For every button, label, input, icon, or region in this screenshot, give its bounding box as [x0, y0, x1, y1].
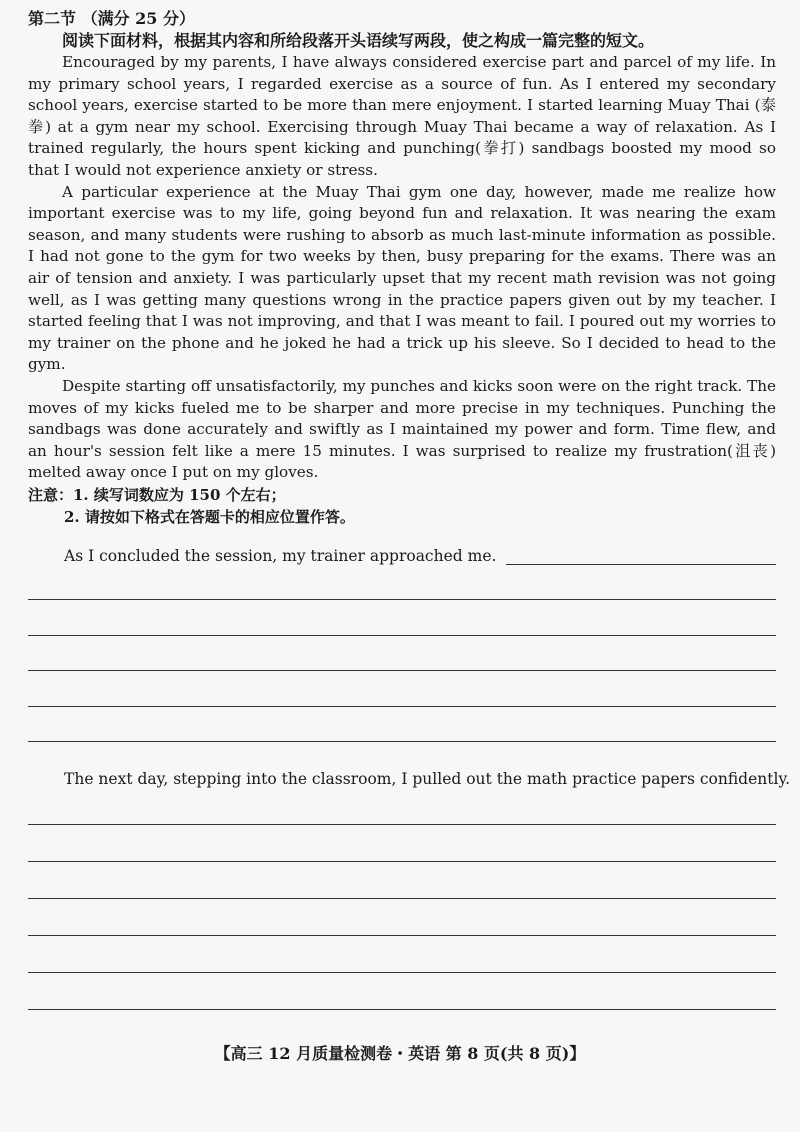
note-format: 2. 请按如下格式在答题卡的相应位置作答。 — [64, 507, 355, 526]
passage-paragraph-2: A particular experience at the Muay Thai gym one day, however, made me realize how important exercise was to my life, going beyond fun and relaxation. It was nearing the exam season, and many students were rushing to absorb as much last-minute information as possible. I had not gone to the gym for two weeks by then, busy preparing for the exams. There was an air of tension and anxiety. I was particularly upset that my recent math revision was not going well, as I was getting many questions wrong in the practice papers given out by my teacher. I started feeling that I was not improving, and that I was meant to fail. I poured out my worries to my trainer on the phone and he joked he had a trick up his sleeve. So I decided to head to the gym. — [28, 182, 776, 374]
passage-paragraph-3: Despite starting off unsatisfactorily, my punches and kicks soon were on the right track. The moves of my kicks fueled me to be sharper and more precise in my techniques. Punching the sandbags was done accurately and swiftly as I maintained my power and form. Time flew, and an hour's session felt like a mere 15 minutes. I was surprised to realize my frustration(沮丧) melted away once I put on my gloves. — [28, 376, 776, 482]
first-prompt-row — [28, 546, 776, 565]
passage-paragraph-1: Encouraged by my parents, I have always considered exercise part and parcel of my life. In my primary school years, I regarded exercise as a source of fun. As I entered my secondary school years, exercise started to be more than mere enjoyment. I started learning Muay Thai (泰拳) at a gym near my school. Exercising through Muay Thai became a way of relaxation. As I trained regularly, the hours spent kicking and punching(拳打) sandbags boosted my mood so that I would not experience anxiety or stress. — [28, 53, 776, 179]
exam-page — [28, 8, 791, 1010]
answer-line[interactable] — [28, 936, 776, 973]
first-answer-area — [28, 565, 776, 743]
instruction-text: 阅读下面材料，根据其内容和所给段落开头语续写两段，使之构成一篇完整的短文。 — [62, 31, 655, 50]
answer-line[interactable] — [28, 565, 776, 601]
answer-line[interactable] — [28, 600, 776, 636]
answer-line[interactable] — [28, 636, 776, 672]
first-paragraph-opener: As I concluded the session, my trainer approached me. — [64, 546, 497, 565]
answer-line[interactable] — [506, 546, 776, 565]
answer-line[interactable] — [28, 707, 776, 743]
answer-line[interactable] — [28, 825, 776, 862]
answer-line[interactable] — [28, 973, 776, 1010]
answer-line[interactable] — [28, 788, 776, 825]
second-answer-area — [28, 788, 776, 1010]
answer-line[interactable] — [28, 671, 776, 707]
answer-line[interactable] — [28, 862, 776, 899]
second-paragraph-opener: The next day, stepping into the classroom, I pulled out the math practice papers confidently. — [64, 770, 791, 789]
page-footer: 【高三 12 月质量检测卷・英语 第 8 页(共 8 页)】 — [214, 1044, 586, 1063]
note-word-count: 注意：1. 续写词数应为 150 个左右； — [28, 485, 286, 504]
answer-line[interactable] — [28, 899, 776, 936]
section-title: 第二节 （满分 25 分） — [28, 9, 195, 28]
